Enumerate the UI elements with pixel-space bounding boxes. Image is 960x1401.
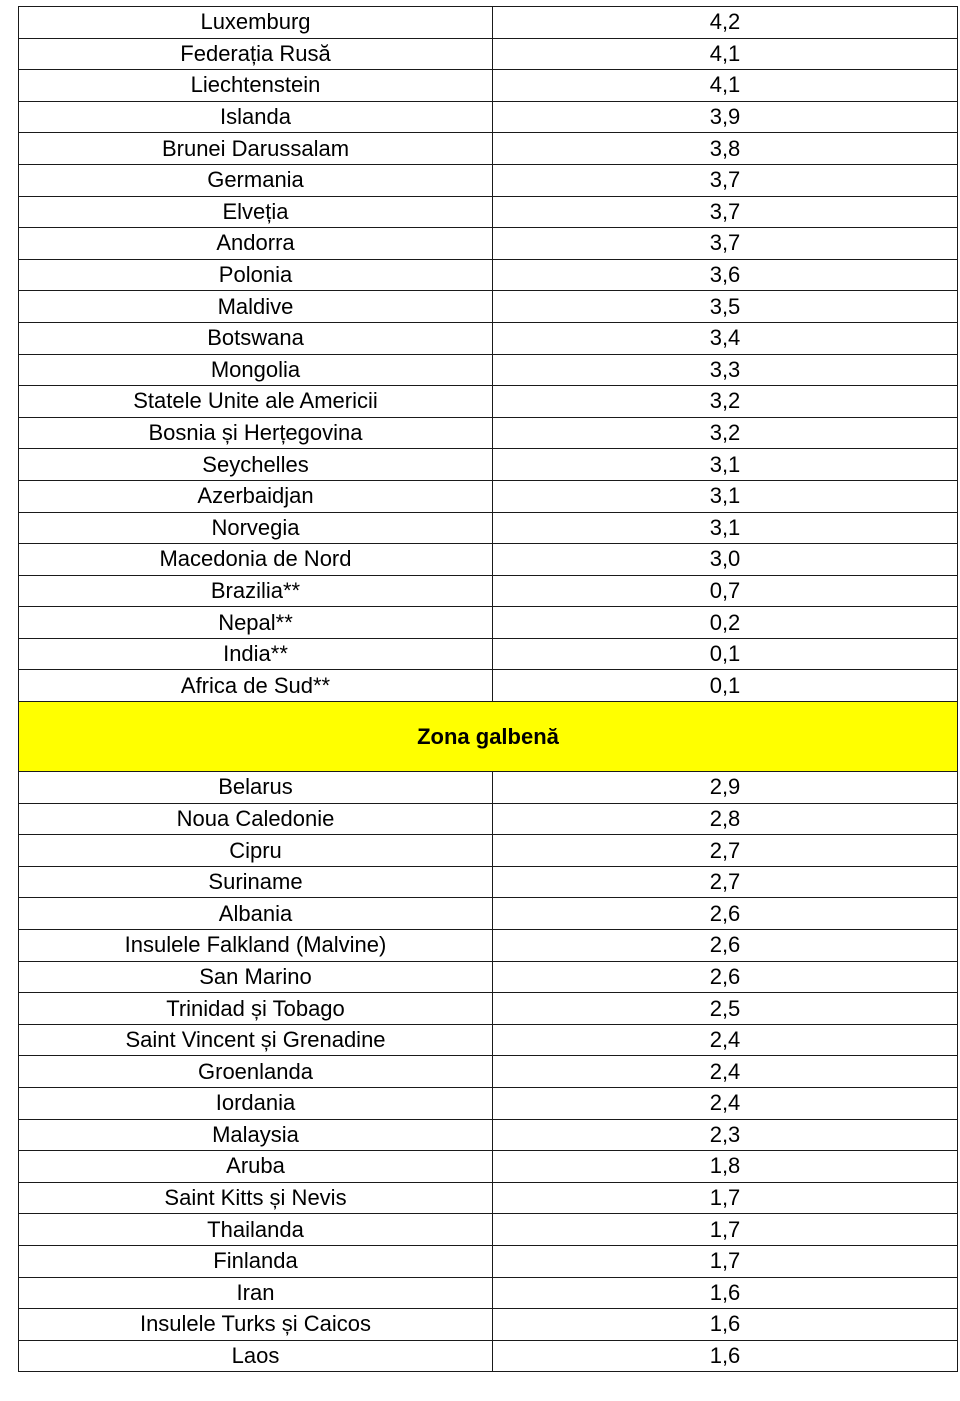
table-row xyxy=(19,480,958,512)
table-row xyxy=(19,1088,958,1120)
country-cell: Federația Rusă xyxy=(19,38,493,70)
table-row xyxy=(19,1056,958,1088)
country-cell: Statele Unite ale Americii xyxy=(19,386,493,418)
value-cell: 2,9 xyxy=(493,772,958,804)
table-section-top xyxy=(19,7,958,702)
value-cell: 2,3 xyxy=(493,1119,958,1151)
country-cell: Islanda xyxy=(19,101,493,133)
value-cell: 0,2 xyxy=(493,607,958,639)
table-row xyxy=(19,638,958,670)
country-cell: Maldive xyxy=(19,291,493,323)
value-cell: 3,2 xyxy=(493,417,958,449)
country-cell: San Marino xyxy=(19,961,493,993)
value-cell: 2,8 xyxy=(493,803,958,835)
table-row xyxy=(19,259,958,291)
table-row xyxy=(19,607,958,639)
table-row xyxy=(19,772,958,804)
value-cell: 3,1 xyxy=(493,512,958,544)
country-cell: Iran xyxy=(19,1277,493,1309)
country-cell: Botswana xyxy=(19,322,493,354)
country-cell: Trinidad și Tobago xyxy=(19,993,493,1025)
value-cell: 3,2 xyxy=(493,386,958,418)
value-cell: 3,3 xyxy=(493,354,958,386)
country-incidence-table xyxy=(18,6,958,1372)
country-cell: Insulele Turks și Caicos xyxy=(19,1309,493,1341)
value-cell: 1,6 xyxy=(493,1277,958,1309)
country-cell: Thailanda xyxy=(19,1214,493,1246)
table-row xyxy=(19,133,958,165)
table-row xyxy=(19,993,958,1025)
table-row xyxy=(19,38,958,70)
table-row xyxy=(19,70,958,102)
table-row xyxy=(19,1277,958,1309)
value-cell: 2,7 xyxy=(493,866,958,898)
country-cell: Belarus xyxy=(19,772,493,804)
table-row xyxy=(19,417,958,449)
value-cell: 2,4 xyxy=(493,1056,958,1088)
country-cell: Aruba xyxy=(19,1151,493,1183)
table-row xyxy=(19,228,958,260)
country-cell: Malaysia xyxy=(19,1119,493,1151)
country-cell: Bosnia și Herțegovina xyxy=(19,417,493,449)
zone-header-row xyxy=(19,702,958,772)
value-cell: 4,2 xyxy=(493,7,958,39)
country-cell: Andorra xyxy=(19,228,493,260)
country-cell: Germania xyxy=(19,164,493,196)
country-cell: Nepal** xyxy=(19,607,493,639)
country-cell: Mongolia xyxy=(19,354,493,386)
value-cell: 3,6 xyxy=(493,259,958,291)
value-cell: 2,6 xyxy=(493,930,958,962)
zone-label: Zona galbenă xyxy=(19,702,958,772)
table-row xyxy=(19,1151,958,1183)
table-row xyxy=(19,164,958,196)
table-row xyxy=(19,322,958,354)
value-cell: 1,8 xyxy=(493,1151,958,1183)
table-row xyxy=(19,101,958,133)
country-cell: Albania xyxy=(19,898,493,930)
value-cell: 1,7 xyxy=(493,1182,958,1214)
table-row xyxy=(19,961,958,993)
table-row xyxy=(19,1024,958,1056)
country-cell: Suriname xyxy=(19,866,493,898)
value-cell: 1,6 xyxy=(493,1309,958,1341)
country-cell: Saint Vincent și Grenadine xyxy=(19,1024,493,1056)
table-row xyxy=(19,196,958,228)
value-cell: 4,1 xyxy=(493,38,958,70)
country-cell: Finlanda xyxy=(19,1245,493,1277)
table-row xyxy=(19,930,958,962)
table-row xyxy=(19,670,958,702)
table-row xyxy=(19,291,958,323)
zone-section xyxy=(19,702,958,772)
value-cell: 3,7 xyxy=(493,164,958,196)
table-row xyxy=(19,1182,958,1214)
table-row xyxy=(19,575,958,607)
table-row xyxy=(19,866,958,898)
country-cell: Seychelles xyxy=(19,449,493,481)
country-cell: Polonia xyxy=(19,259,493,291)
value-cell: 0,1 xyxy=(493,670,958,702)
country-cell: Cipru xyxy=(19,835,493,867)
value-cell: 2,5 xyxy=(493,993,958,1025)
country-cell: Iordania xyxy=(19,1088,493,1120)
table-row xyxy=(19,1214,958,1246)
country-cell: Brunei Darussalam xyxy=(19,133,493,165)
country-cell: Liechtenstein xyxy=(19,70,493,102)
table-row xyxy=(19,1245,958,1277)
table-row xyxy=(19,1119,958,1151)
value-cell: 1,7 xyxy=(493,1245,958,1277)
table-row xyxy=(19,835,958,867)
table-row xyxy=(19,512,958,544)
table-row xyxy=(19,386,958,418)
value-cell: 2,6 xyxy=(493,898,958,930)
country-cell: Laos xyxy=(19,1340,493,1372)
table-row xyxy=(19,7,958,39)
table-row xyxy=(19,449,958,481)
value-cell: 3,4 xyxy=(493,322,958,354)
value-cell: 1,7 xyxy=(493,1214,958,1246)
table-section-bottom xyxy=(19,772,958,1372)
table-row xyxy=(19,354,958,386)
country-cell: Groenlanda xyxy=(19,1056,493,1088)
value-cell: 3,0 xyxy=(493,544,958,576)
country-cell: Luxemburg xyxy=(19,7,493,39)
table-row xyxy=(19,1309,958,1341)
value-cell: 2,4 xyxy=(493,1088,958,1120)
value-cell: 2,7 xyxy=(493,835,958,867)
country-cell: Macedonia de Nord xyxy=(19,544,493,576)
value-cell: 3,8 xyxy=(493,133,958,165)
value-cell: 1,6 xyxy=(493,1340,958,1372)
value-cell: 3,7 xyxy=(493,228,958,260)
country-cell: Norvegia xyxy=(19,512,493,544)
country-cell: Insulele Falkland (Malvine) xyxy=(19,930,493,962)
country-cell: Azerbaidjan xyxy=(19,480,493,512)
table-row xyxy=(19,1340,958,1372)
value-cell: 4,1 xyxy=(493,70,958,102)
value-cell: 3,9 xyxy=(493,101,958,133)
value-cell: 2,6 xyxy=(493,961,958,993)
country-cell: Noua Caledonie xyxy=(19,803,493,835)
table-row xyxy=(19,544,958,576)
value-cell: 3,7 xyxy=(493,196,958,228)
country-cell: India** xyxy=(19,638,493,670)
country-cell: Elveția xyxy=(19,196,493,228)
table-row xyxy=(19,898,958,930)
country-cell: Africa de Sud** xyxy=(19,670,493,702)
table-row xyxy=(19,803,958,835)
value-cell: 0,7 xyxy=(493,575,958,607)
value-cell: 0,1 xyxy=(493,638,958,670)
value-cell: 2,4 xyxy=(493,1024,958,1056)
value-cell: 3,5 xyxy=(493,291,958,323)
country-cell: Brazilia** xyxy=(19,575,493,607)
value-cell: 3,1 xyxy=(493,480,958,512)
country-cell: Saint Kitts și Nevis xyxy=(19,1182,493,1214)
value-cell: 3,1 xyxy=(493,449,958,481)
